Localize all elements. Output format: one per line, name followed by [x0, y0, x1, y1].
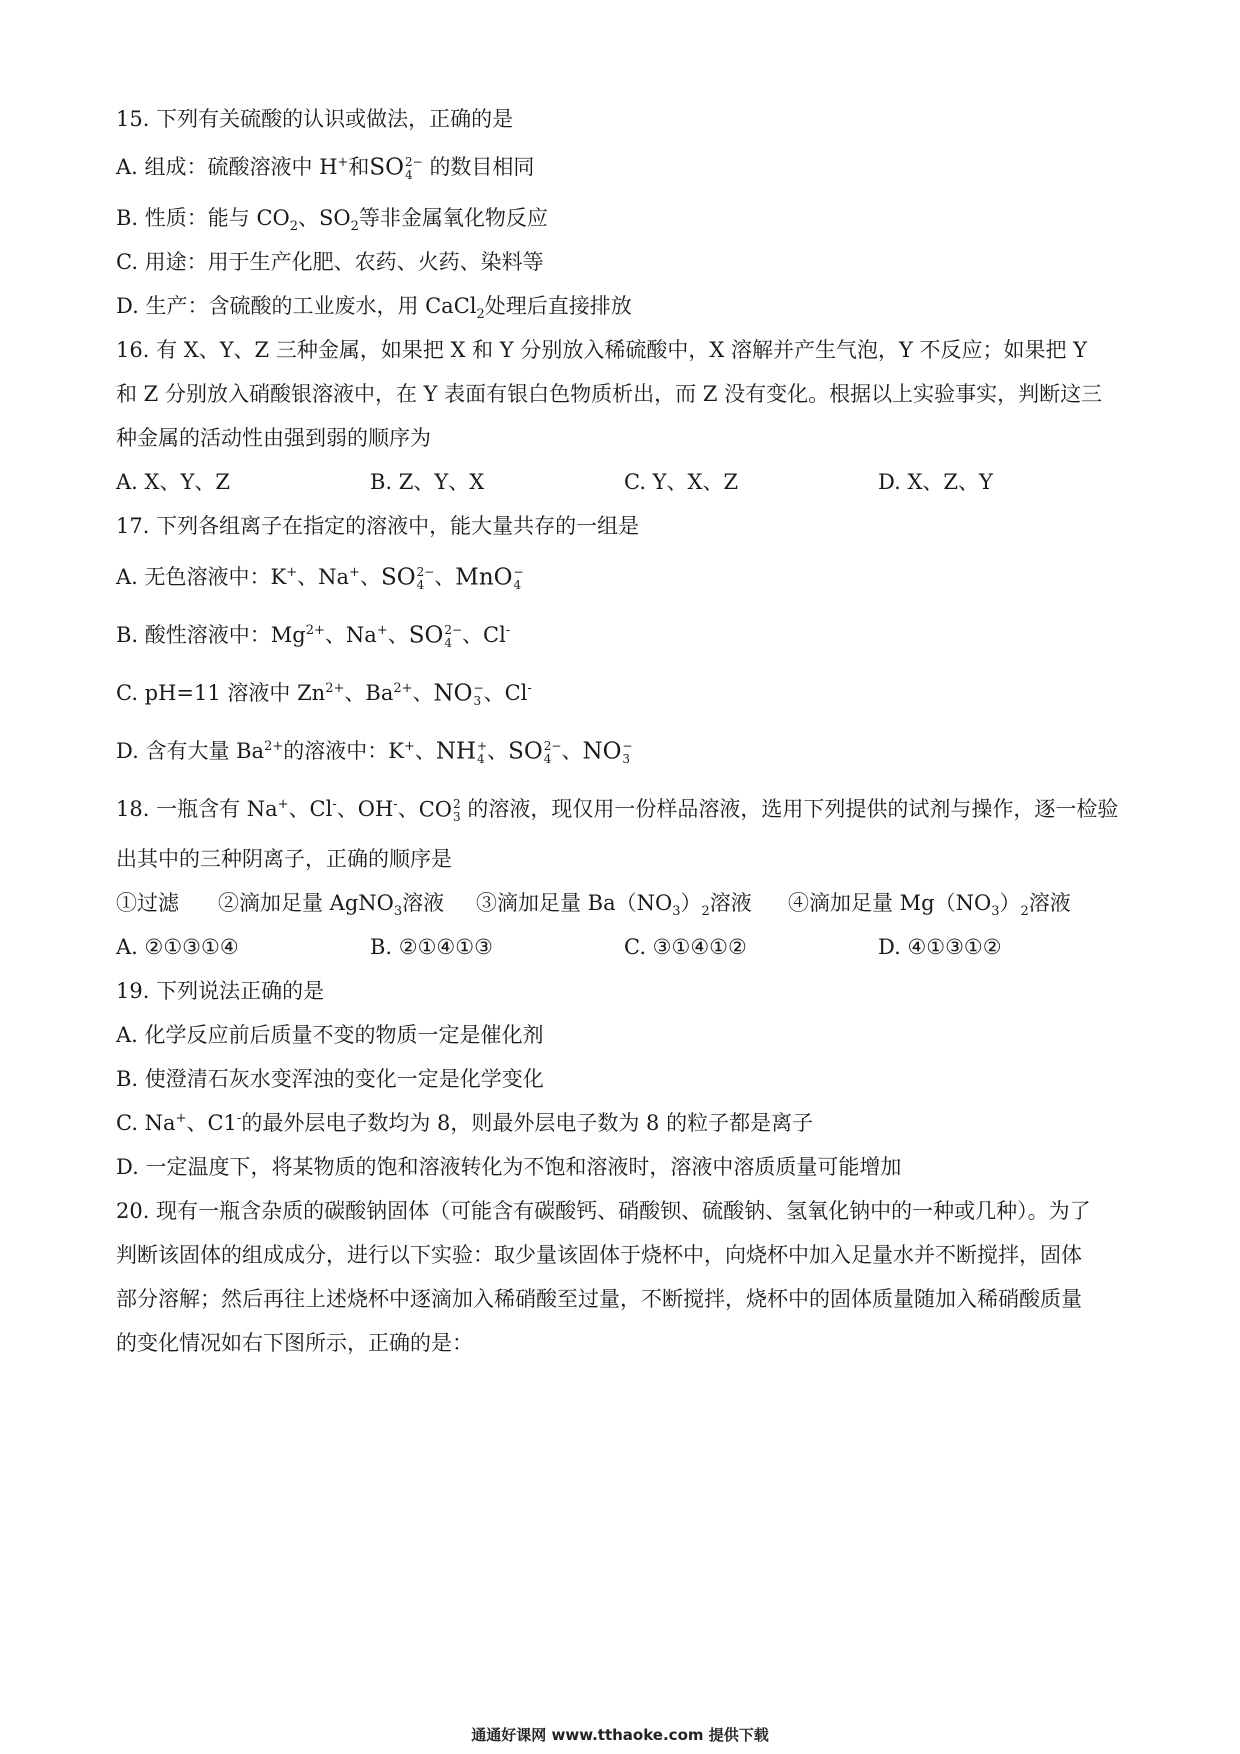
sulfate-ion: SO 2− 4	[369, 154, 423, 182]
q18-stem-line1: 18. 一瓶含有 Na+、Cl-、OH-、CO 2 3 的溶液，现仅用一份样品溶液，选用下列提供的试剂与操作，逐一检验	[116, 796, 1119, 824]
q17-option-d: D. 含有大量 $Ba^{2+}$的溶液中：K+、NH + 4 、SO 2− 4 、NO − 3	[116, 738, 633, 766]
q18-option-a: A. ②①③①④	[116, 935, 239, 959]
carbonate-ion: CO 2 3	[418, 796, 461, 824]
q20-stem-line1: 20. 现有一瓶含杂质的碳酸钠固体（可能含有碳酸钙、硝酸钡、硫酸钠、氢氧化钠中的一种或几种）。为了	[116, 1199, 1091, 1223]
q15-option-c: C. 用途：用于生产化肥、农药、火药、染料等	[116, 250, 544, 274]
q16-stem-line2: 和 Z 分别放入硝酸银溶液中，在 Y 表面有银白色物质析出，而 Z 没有变化。根据以上实验事实，判断这三	[116, 382, 1103, 406]
q15-stem: 15. 下列有关硫酸的认识或做法，正确的是	[116, 107, 514, 131]
q19-option-a: A. 化学反应前后质量不变的物质一定是催化剂	[116, 1023, 544, 1047]
q16-stem-line3: 种金属的活动性由强到弱的顺序为	[116, 426, 431, 450]
q19-option-b: B. 使澄清石灰水变浑浊的变化一定是化学变化	[116, 1067, 544, 1091]
q20-stem-line4: 的变化情况如右下图所示，正确的是：	[116, 1331, 473, 1355]
q16-stem-line1: 16. 有 X、Y、Z 三种金属，如果把 X 和 Y 分别放入稀硫酸中，X 溶解并产生气泡，Y 不反应；如果把 Y	[116, 338, 1088, 362]
q19-option-c: C. Na+、C1-的最外层电子数均为 8，则最外层电子数为 8 的粒子都是离子	[116, 1111, 814, 1135]
q18-step-1: ①过滤	[116, 891, 179, 915]
q17-option-a: A. 无色溶液中：K+、Na+、SO 2− 4 、MnO − 4	[116, 564, 524, 592]
q16-option-b: B. Z、Y、X	[370, 470, 485, 494]
q20-stem-line3: 部分溶解；然后再往上述烧杯中逐滴加入稀硝酸至过量，不断搅拌，烧杯中的固体质量随加入稀硝酸质量	[116, 1287, 1082, 1311]
q18-step-3: ③滴加足量 $Ba(NO_3)_2$溶液	[476, 891, 752, 920]
q18-option-c: C. ③①④①②	[624, 935, 747, 959]
page-footer: 通通好课网 www.tthaoke.com 提供下载	[471, 1726, 769, 1744]
q15-option-a: A. 组成：硫酸溶液中 H+和SO 2− 4 的数目相同	[116, 154, 535, 182]
q16-option-d: D. X、Z、Y	[878, 470, 993, 494]
q18-option-b: B. ②①④①③	[370, 935, 493, 959]
q19-stem: 19. 下列说法正确的是	[116, 979, 325, 1003]
q16-option-a: A. X、Y、Z	[116, 470, 230, 494]
q16-option-c: C. Y、X、Z	[624, 470, 739, 494]
q18-step-4: ④滴加足量 $Mg(NO_3)_2$溶液	[788, 891, 1071, 920]
q17-stem: 17. 下列各组离子在指定的溶液中，能大量共存的一组是	[116, 514, 640, 538]
q15-option-d: D. 生产：含硫酸的工业废水，用 CaCl$_2$处理后直接排放	[116, 294, 632, 323]
q17-option-b: B. 酸性溶液中：$Mg^{2+}$、Na+、SO 2− 4 、Cl-	[116, 622, 511, 650]
q15-option-b: B. 性质：能与 $CO_2$、$SO_2$等非金属氧化物反应	[116, 206, 548, 235]
q20-stem-line2: 判断该固体的组成成分，进行以下实验：取少量该固体于烧杯中，向烧杯中加入足量水并不断搅拌，固体	[116, 1243, 1082, 1267]
q18-option-d: D. ④①③①②	[878, 935, 1002, 959]
q18-stem-line2: 出其中的三种阴离子，正确的顺序是	[116, 847, 452, 871]
q17-option-c: C. pH=11 溶液中 $Zn^{2+}$、$Ba^{2+}$、NO − 3 、Cl-	[116, 680, 532, 708]
q18-step-2: ②滴加足量 AgNO$_3$溶液	[218, 891, 445, 920]
q19-option-d: D. 一定温度下，将某物质的饱和溶液转化为不饱和溶液时，溶液中溶质质量可能增加	[116, 1155, 902, 1179]
